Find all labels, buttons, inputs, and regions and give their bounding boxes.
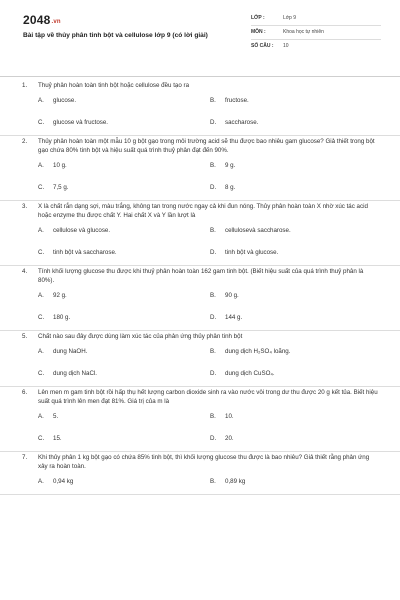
option-letter: B.: [210, 413, 216, 421]
answer-option[interactable]: [210, 113, 382, 135]
option-text: 8 g.: [225, 184, 236, 192]
option-text: cellulosevà saccharose.: [225, 227, 291, 235]
answer-option[interactable]: [38, 472, 210, 494]
answer-option[interactable]: [38, 429, 210, 451]
question-body: Chất nào sau đây được dùng làm xúc tác của phản ứng thủy phân tinh bột: [38, 332, 243, 340]
answer-option[interactable]: [38, 364, 210, 386]
answer-option[interactable]: [38, 156, 210, 178]
document-header: [0, 0, 400, 76]
option-letter: C.: [38, 435, 45, 443]
answer-option[interactable]: [210, 472, 382, 494]
option-letter: D.: [210, 119, 217, 127]
question-item: [0, 266, 400, 331]
option-letter: A.: [38, 97, 44, 105]
answer-option[interactable]: [38, 113, 210, 135]
answer-options: [22, 91, 378, 135]
info-table: [251, 12, 381, 54]
question-number: 5.: [22, 332, 28, 340]
answer-option[interactable]: [210, 286, 382, 308]
option-text: tinh bột và saccharose.: [53, 249, 117, 257]
question-number: 7.: [22, 453, 28, 461]
option-text: glucose và fructose.: [53, 119, 109, 127]
option-letter: B.: [210, 348, 216, 356]
question-body: Lên men m gam tinh bột rồi hấp thụ hết lượng carbon dioxide sinh ra vào nước vôi trong dư thu được 20 g kết tủa. Biết hiệu suất quá trình lên men đạt 81%. Giá trị của m là: [38, 388, 378, 405]
question-number: 4.: [22, 267, 28, 275]
option-letter: D.: [210, 435, 217, 443]
option-text: 0,94 kg: [53, 478, 74, 486]
question-body: Thuỷ phân hoàn toàn tinh bột hoặc cellulose đều tạo ra: [38, 82, 190, 89]
option-text: glucose.: [53, 97, 77, 105]
option-text: dung dịch H₂SO₄ loãng.: [225, 348, 291, 356]
option-letter: A.: [38, 413, 44, 421]
option-text: dung NaOH.: [53, 348, 88, 356]
option-text: 20.: [225, 435, 234, 443]
question-item: [0, 80, 400, 136]
info-row-subject: [251, 26, 381, 40]
question-number: 3.: [22, 202, 28, 210]
question-item: [0, 452, 400, 495]
answer-options: [22, 156, 378, 200]
option-letter: C.: [38, 119, 45, 127]
option-letter: B.: [210, 227, 216, 235]
option-letter: D.: [210, 314, 217, 322]
answer-option[interactable]: [38, 221, 210, 243]
question-text: [22, 333, 378, 342]
option-text: 15.: [53, 435, 62, 443]
option-letter: C.: [38, 314, 45, 322]
option-letter: D.: [210, 184, 217, 192]
question-number: 1.: [22, 82, 28, 89]
question-item: [0, 201, 400, 266]
option-letter: B.: [210, 97, 216, 105]
option-text: fructose.: [225, 97, 249, 105]
answer-option[interactable]: [38, 91, 210, 113]
info-row-grade: [251, 12, 381, 26]
option-letter: A.: [38, 292, 44, 300]
option-text: 10 g.: [53, 162, 67, 170]
answer-option[interactable]: [38, 308, 210, 330]
answer-option[interactable]: [210, 407, 382, 429]
option-letter: C.: [38, 249, 45, 257]
answer-option[interactable]: [210, 178, 382, 200]
info-row-count: [251, 40, 381, 54]
answer-option[interactable]: [210, 364, 382, 386]
option-text: dung dịch CuSO₄.: [225, 370, 275, 378]
option-text: 90 g.: [225, 292, 239, 300]
answer-option[interactable]: [210, 342, 382, 364]
option-text: tinh bột và glucose.: [225, 249, 279, 257]
answer-options: [22, 286, 378, 330]
question-body: Tính khối lượng glucose thu được khi thuỷ phân hoàn toàn 162 gam tinh bột. (Biết hiệu suất của quá trình thuỷ phân là 80%).: [38, 267, 364, 284]
option-letter: C.: [38, 370, 45, 378]
question-item: [0, 387, 400, 452]
answer-option[interactable]: [38, 178, 210, 200]
option-text: 9 g.: [225, 162, 236, 170]
info-key: LỚP :: [251, 14, 265, 21]
answer-option[interactable]: [38, 407, 210, 429]
option-letter: A.: [38, 478, 44, 486]
option-letter: A.: [38, 227, 44, 235]
question-list: [0, 80, 400, 495]
question-text: [22, 203, 378, 221]
answer-options: [22, 221, 378, 265]
site-logo[interactable]: 2048.vn: [23, 13, 61, 27]
question-text: [22, 268, 378, 286]
question-number: 2.: [22, 137, 28, 145]
option-letter: D.: [210, 249, 217, 257]
option-text: 180 g.: [53, 314, 71, 322]
answer-option[interactable]: [210, 91, 382, 113]
option-letter: A.: [38, 162, 44, 170]
option-text: 0,89 kg: [225, 478, 246, 486]
option-text: cellulose và glucose.: [53, 227, 111, 235]
answer-options: [22, 472, 378, 494]
answer-option[interactable]: [38, 342, 210, 364]
answer-option[interactable]: [210, 243, 382, 265]
question-number: 6.: [22, 388, 28, 396]
option-text: 5.: [53, 413, 59, 421]
answer-option[interactable]: [210, 221, 382, 243]
option-text: 144 g.: [225, 314, 243, 322]
answer-options: [22, 342, 378, 386]
option-letter: B.: [210, 162, 216, 170]
question-item: [0, 136, 400, 201]
question-text: [22, 82, 378, 91]
option-text: saccharose.: [225, 119, 259, 127]
info-value: Khoa học tự nhiên: [283, 28, 324, 35]
option-text: dung dịch NaCl.: [53, 370, 98, 378]
info-value: Lớp 9: [283, 14, 297, 21]
question-text: [22, 138, 378, 156]
answer-options: [22, 407, 378, 451]
info-value: 10: [283, 43, 289, 50]
option-text: 7,5 g.: [53, 184, 69, 192]
option-letter: A.: [38, 348, 44, 356]
info-key: SỐ CÂU :: [251, 43, 274, 50]
option-letter: D.: [210, 370, 217, 378]
answer-option[interactable]: [210, 156, 382, 178]
question-body: X là chất rắn dạng sợi, màu trắng, không tan trong nước ngay cả khi đun nóng. Thủy phân hoàn toàn X nhờ xúc tác acid hoặc enzyme thu được chất Y. Hai chất X và Y lần lượt là: [38, 202, 368, 219]
answer-option[interactable]: [38, 243, 210, 265]
question-item: [0, 331, 400, 387]
option-text: 92 g.: [53, 292, 67, 300]
question-body: Thủy phân hoàn toàn một mẫu 10 g bột gạo trong môi trường acid sẽ thu được bao nhiêu gam glucose? Giả thiết trong bột gạo chứa 80% tinh bột và hiệu suất quá trình thuỷ phân đạt đến 90%.: [38, 137, 375, 154]
question-text: [22, 454, 378, 472]
question-body: Khi thủy phân 1 kg bột gạo có chứa 85% tinh bột, thì khối lượng glucose thu được là bao nhiêu? Giả thiết rằng phản ứng xảy ra hoàn toàn.: [38, 453, 370, 470]
option-letter: C.: [38, 184, 45, 192]
option-text: 10.: [225, 413, 234, 421]
info-key: MÔN :: [251, 28, 266, 35]
option-letter: B.: [210, 292, 216, 300]
answer-option[interactable]: [210, 429, 382, 451]
answer-option[interactable]: [38, 286, 210, 308]
document-title: Bài tập về thủy phân tinh bột và cellulose lớp 9 (có lời giải): [23, 32, 208, 39]
answer-option[interactable]: [210, 308, 382, 330]
header-divider: [0, 76, 400, 77]
question-text: [22, 389, 378, 407]
option-letter: B.: [210, 478, 216, 486]
